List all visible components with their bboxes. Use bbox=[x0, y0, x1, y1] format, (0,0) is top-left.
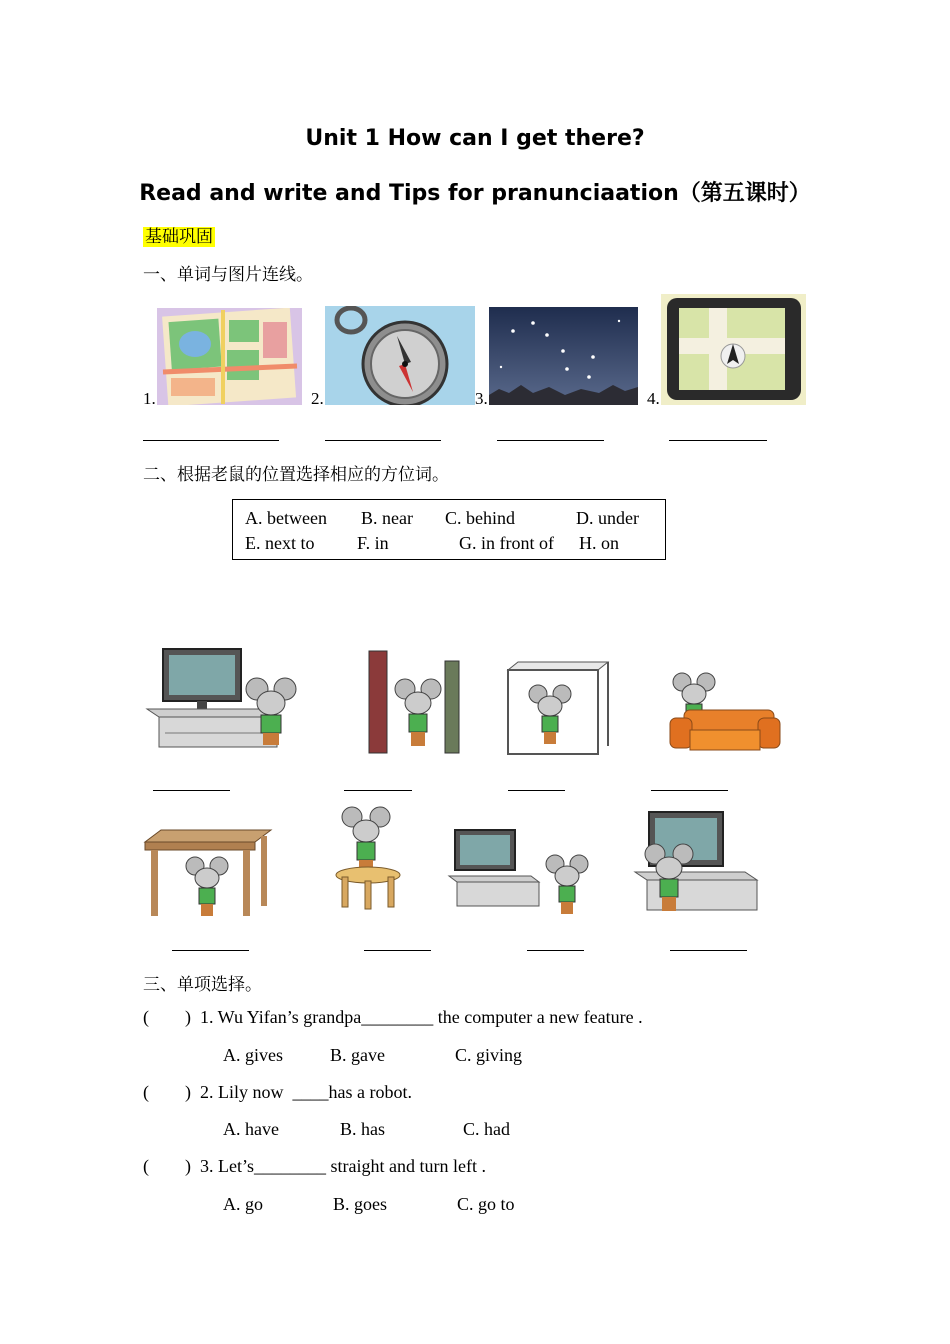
options-box bbox=[232, 499, 666, 560]
item-number-3: 3. bbox=[475, 389, 488, 408]
question-3-paren[interactable]: ( ) bbox=[143, 1156, 191, 1176]
mouse-answer-blank-2[interactable] bbox=[344, 790, 412, 791]
star-sky-image bbox=[489, 307, 638, 405]
question-1-text: 1. Wu Yifan’s grandpa________ the computer a new feature . bbox=[200, 1007, 643, 1027]
option-c: C. behind bbox=[445, 508, 515, 528]
page-title: Unit 1 How can I get there? bbox=[305, 126, 645, 151]
answer-blank-1[interactable] bbox=[143, 440, 279, 441]
map-image bbox=[157, 308, 302, 405]
question-3-option-c: C. go to bbox=[457, 1194, 515, 1214]
part2-heading: 二、根据老鼠的位置选择相应的方位词。 bbox=[143, 465, 449, 485]
item-number-4: 4. bbox=[647, 389, 660, 408]
page-subtitle: Read and write and Tips for pranunciaation（第五课时） bbox=[139, 181, 811, 206]
mouse-in-front-of-tv-image bbox=[627, 810, 763, 918]
option-a: A. between bbox=[245, 508, 327, 528]
question-3-option-a: A. go bbox=[223, 1194, 263, 1214]
mouse-answer-blank-4[interactable] bbox=[651, 790, 728, 791]
part1-heading: 一、单词与图片连线。 bbox=[143, 265, 313, 285]
option-d: D. under bbox=[576, 508, 639, 528]
option-f: F. in bbox=[357, 533, 389, 553]
question-1-option-a: A. gives bbox=[223, 1045, 283, 1065]
question-2-option-b: B. has bbox=[340, 1119, 385, 1139]
option-b: B. near bbox=[361, 508, 413, 528]
question-3-text: 3. Let’s________ straight and turn left . bbox=[200, 1156, 486, 1176]
answer-blank-4[interactable] bbox=[669, 440, 767, 441]
mouse-near-tv-image bbox=[447, 818, 597, 918]
question-1-option-c: C. giving bbox=[455, 1045, 523, 1065]
item-number-2: 2. bbox=[311, 389, 324, 408]
compass-image bbox=[325, 306, 475, 405]
mouse-answer-blank-1[interactable] bbox=[153, 790, 230, 791]
question-2-paren[interactable]: ( ) bbox=[143, 1082, 191, 1102]
mouse-answer-blank-3[interactable] bbox=[508, 790, 565, 791]
item-number-1: 1. bbox=[143, 389, 156, 408]
part3-heading: 三、单项选择。 bbox=[143, 975, 262, 995]
option-h: H. on bbox=[579, 533, 619, 553]
answer-blank-2[interactable] bbox=[325, 440, 441, 441]
option-g: G. in front of bbox=[459, 533, 554, 553]
question-1-paren[interactable]: ( ) bbox=[143, 1007, 191, 1027]
mouse-on-stool-image bbox=[332, 803, 418, 911]
mouse-next-to-tv-image bbox=[145, 645, 305, 757]
answer-blank-3[interactable] bbox=[497, 440, 604, 441]
section-label: 基础巩固 bbox=[145, 227, 213, 247]
mouse-answer-blank-5[interactable] bbox=[172, 950, 249, 951]
question-2-option-a: A. have bbox=[223, 1119, 279, 1139]
question-3-option-b: B. goes bbox=[333, 1194, 387, 1214]
mouse-behind-sofa-image bbox=[664, 672, 782, 757]
question-2-option-c: C. had bbox=[463, 1119, 510, 1139]
mouse-answer-blank-6[interactable] bbox=[364, 950, 431, 951]
mouse-under-table-image bbox=[143, 826, 275, 918]
mouse-answer-blank-7[interactable] bbox=[527, 950, 584, 951]
mouse-in-box-image bbox=[502, 660, 612, 757]
option-e: E. next to bbox=[245, 533, 315, 553]
mouse-between-books-image bbox=[355, 647, 475, 757]
mouse-answer-blank-8[interactable] bbox=[670, 950, 747, 951]
question-1-option-b: B. gave bbox=[330, 1045, 385, 1065]
gps-image bbox=[661, 294, 806, 405]
question-2-text: 2. Lily now ____has a robot. bbox=[200, 1082, 412, 1102]
